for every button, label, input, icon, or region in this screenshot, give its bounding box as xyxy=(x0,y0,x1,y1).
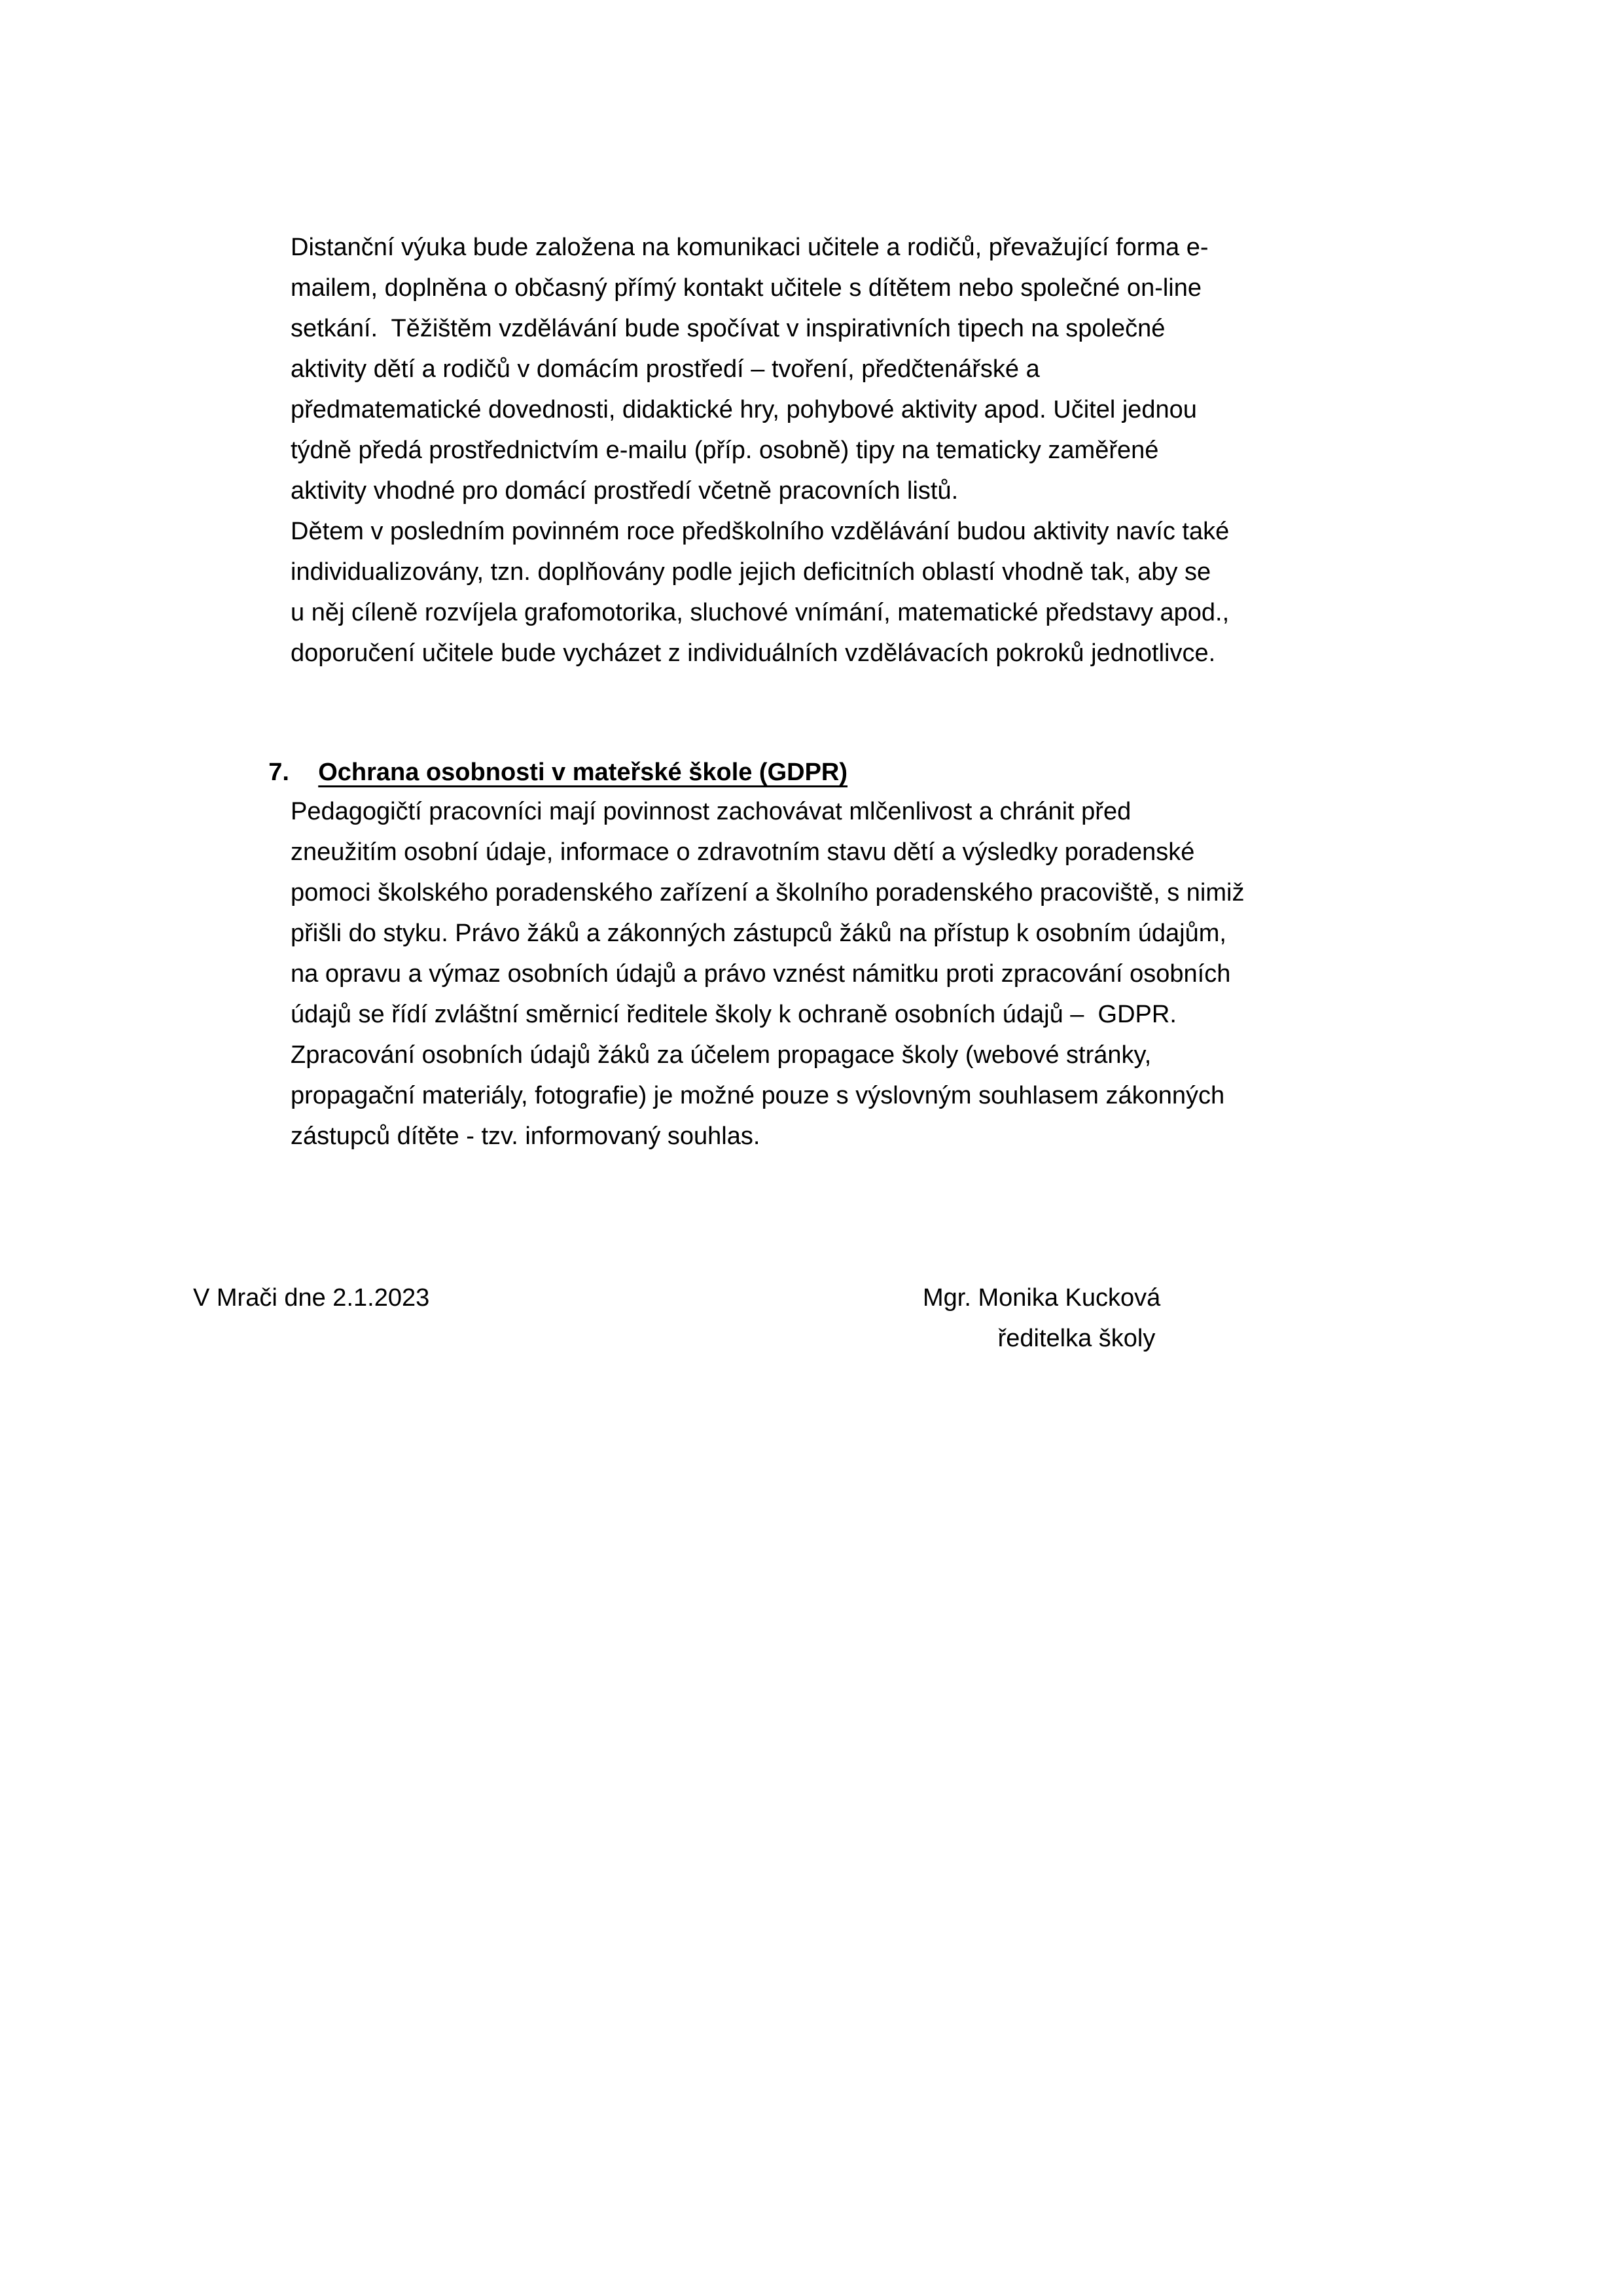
paragraph-distance-learning xyxy=(291,227,1455,673)
text-line: mailem, doplněna o občasný přímý kontakt učitele s dítětem nebo společné on-line xyxy=(291,274,1202,302)
text-line: doporučení učitele bude vycházet z individuálních vzdělávacích pokroků jednotlivce. xyxy=(291,639,1216,667)
text-line: údajů se řídí zvláštní směrnicí ředitele školy k ochraně osobních údajů – GDPR. xyxy=(291,1001,1177,1028)
signature-role: ředitelka školy xyxy=(997,1325,1156,1352)
text-line: předmatematické dovednosti, didaktické hry, pohybové aktivity apod. Učitel jednou xyxy=(291,396,1197,423)
signature-name: Mgr. Monika Kucková xyxy=(923,1284,1161,1312)
text-line: přišli do styku. Právo žáků a zákonných zástupců žáků na přístup k osobním údajům, xyxy=(291,920,1226,947)
text-line: zneužitím osobní údaje, informace o zdravotním stavu dětí a výsledky poradenské xyxy=(291,838,1195,866)
text-line: individualizovány, tzn. doplňovány podle jejich deficitních oblastí vhodně tak, aby se xyxy=(291,558,1211,586)
text-line: setkání. Těžištěm vzdělávání bude spočívat v inspirativních tipech na společné xyxy=(291,315,1166,342)
text-line: Zpracování osobních údajů žáků za účelem propagace školy (webové stránky, xyxy=(291,1041,1152,1069)
text-line: zástupců dítěte - tzv. informovaný souhlas. xyxy=(291,1122,760,1150)
section-number: 7. xyxy=(268,759,289,786)
text-line: propagační materiály, fotografie) je možné pouze s výslovným souhlasem zákonných xyxy=(291,1082,1225,1109)
text-line: u něj cíleně rozvíjela grafomotorika, sluchové vnímání, matematické představy apod., xyxy=(291,599,1230,626)
place-date: V Mrači dne 2.1.2023 xyxy=(193,1284,430,1312)
text-line: Pedagogičtí pracovníci mají povinnost zachovávat mlčenlivost a chránit před xyxy=(291,798,1132,825)
paragraph-gdpr xyxy=(291,791,1455,1157)
text-line: pomoci školského poradenského zařízení a školního poradenského pracoviště, s nimiž xyxy=(291,879,1245,906)
text-line: aktivity dětí a rodičů v domácím prostředí – tvoření, předčtenářské a xyxy=(291,355,1040,383)
signature-block xyxy=(923,1278,1230,1359)
text-line: aktivity vhodné pro domácí prostředí včetně pracovních listů. xyxy=(291,477,959,505)
text-line: na opravu a výmaz osobních údajů a právo vznést námitku proti zpracování osobních xyxy=(291,960,1231,988)
text-line: Distanční výuka bude založena na komunikaci učitele a rodičů, převažující forma e- xyxy=(291,234,1209,261)
text-line: Dětem v posledním povinném roce předškolního vzdělávání budou aktivity navíc také xyxy=(291,518,1230,545)
section-title: Ochrana osobnosti v mateřské škole (GDPR) xyxy=(318,759,848,786)
text-line: týdně předá prostřednictvím e-mailu (příp. osobně) tipy na tematicky zaměřené xyxy=(291,437,1159,464)
